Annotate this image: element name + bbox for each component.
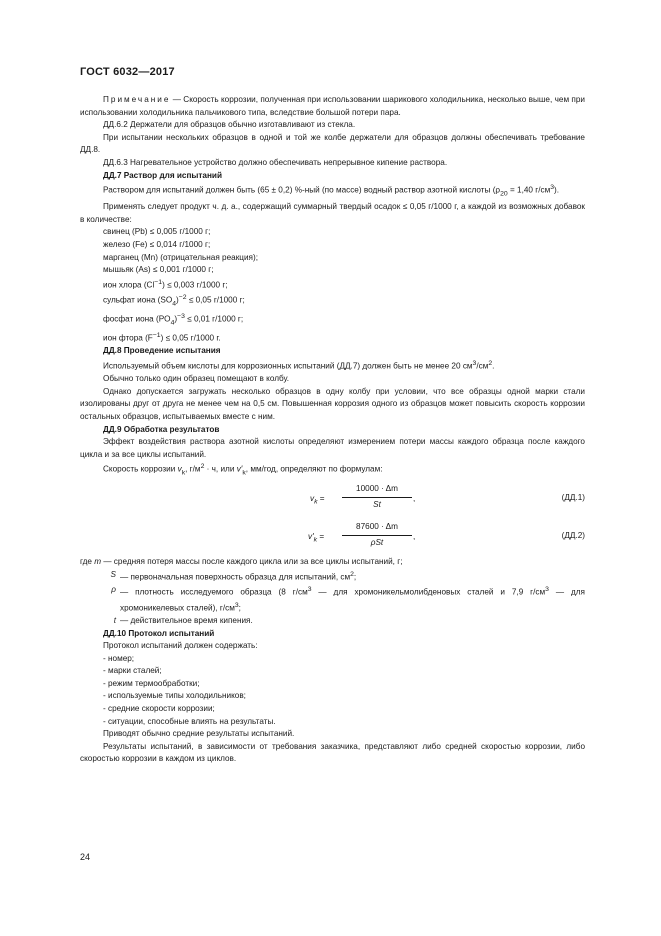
section-heading-dd-7: ДД.7 Раствор для испытаний [103, 170, 222, 180]
definition-rho: ρ — плотность исследуемого образца (8 $г/см^3$ — для хромоникельмолибденовых сталей и 7,9 $г/см^3$ — для хромоникелевых сталей), $г/см^3$; [111, 585, 585, 613]
definition-t: t — действительное время кипения. [113, 615, 253, 625]
paragraph-one-sample: Обычно только один образец помещают в колбу. [103, 374, 290, 384]
formula-number: (ДД.1) [561, 493, 585, 503]
definition-m: где m — средняя потеря массы после каждого цикла или за все циклы испытаний, г; [80, 557, 403, 567]
report-item: - средние скорости коррозии; [103, 704, 215, 714]
report-item: - ситуации, способные влиять на результаты. [103, 716, 276, 726]
paragraph-solution: Раствором для испытаний должен быть (65 ± 0,2) %-ный (по массе) водный раствор азотной кислоты ($\rho_{20} = 1,40$ $г/см^3$). [103, 184, 560, 198]
note-paragraph: Примечание — Скорость коррозии, полученная при использовании шарикового холодильника, несколько выше, чем при использовании холодильника пальчикового типа, вследствие большой потери пара. [80, 95, 585, 117]
formula-numerator: 10000 · Δm [342, 483, 412, 498]
section-heading-dd-8: ДД.8 Проведение испытания [103, 346, 221, 356]
report-item: - номер; [103, 653, 135, 663]
paragraph-report: Протокол испытаний должен содержать: [103, 641, 258, 651]
formula-fraction [342, 483, 412, 511]
document-header: ГОСТ 6032—2017 [80, 66, 175, 78]
paragraph-results: Результаты испытаний, в зависимости от требования заказчика, представляют либо средней скоростью коррозии, либо скоростью коррозии в каждом из циклов. [80, 741, 585, 764]
formula-numerator: 87600 · Δm [342, 521, 412, 536]
paragraph-dd-6-2: ДД.6.2 Держатели для образцов обычно изготавливают из стекла. [103, 120, 356, 130]
impurity-item: ион фтора $(F^{-1}) \le 0,05$ г/1000 г. [103, 331, 221, 343]
document-body [80, 94, 585, 766]
paragraph-volume: Используемый объем кислоты для коррозионных испытаний (ДД.7) должен быть не менее 20 $см^3/см^2$. [103, 359, 495, 371]
paragraph-average: Приводят обычно средние результаты испытаний. [103, 729, 295, 739]
formula-fraction [342, 521, 412, 549]
formula-number: (ДД.2) [561, 531, 585, 541]
impurity-item: сульфат иона $(SO_4)^{-2} \le 0,05$ г/1000 г; [103, 294, 245, 308]
impurity-item: фосфат иона $(PO_4)^{-3} \le 0,01$ г/1000 г; [103, 312, 244, 327]
paragraph-rate: Скорость коррозии $v_k$, $г/м^2 \cdot ч$, или $v'_k$, мм/год, определяют по формулам: [103, 463, 383, 477]
formula-dd-1: $v_k$ = $\frac{10000 \cdot \Delta m}{St}$ , (ДД.1) [80, 480, 585, 518]
section-heading-dd-10: ДД.10 Протокол испытаний [103, 628, 215, 638]
paragraph-multiple-samples: Однако допускается загружать несколько образцов в одну колбу при условии, что все образцы одной марки стали изолированы друг от друга не менее чем на 0,5 см. Повышенная коррозия одного из образцов может повысить скорость коррозии остальных образцов, испытываемых вместе с ним. [80, 386, 585, 421]
impurity-item: железо (Fe) ≤ 0,014 г/1000 г; [103, 239, 211, 249]
impurity-item: свинец (Pb) ≤ 0,005 г/1000 г; [103, 227, 211, 237]
paragraph-effect: Эффект воздействия раствора азотной кислоты определяют измерением потери массы каждого образца после каждого цикла и за все циклы испытаний. [80, 437, 585, 459]
report-item: - марки сталей; [103, 666, 162, 676]
note-label: Примечание [103, 95, 171, 104]
report-item: - используемые типы холодильников; [103, 691, 246, 701]
formula-denominator: St [373, 499, 381, 509]
page-number: 24 [80, 852, 91, 862]
paragraph-holders: При испытании нескольких образцов в одной и той же колбе держатели для образцов должны обеспечивать требование ДД.8. [80, 132, 585, 155]
report-item: - режим термообработки; [103, 678, 200, 688]
formula-lhs: $v_k$ = [310, 494, 325, 506]
formula-lhs: $v'_k$ = [308, 532, 325, 544]
formula-denominator: ρSt [370, 537, 384, 547]
definition-s: S — первоначальная поверхность образца для испытаний, $см^2$; [110, 569, 357, 582]
variable-definitions [80, 556, 585, 627]
impurity-item: марганец (Mn) (отрицательная реакция); [103, 252, 258, 262]
impurity-item: ион хлора $(Cl^{-1}) \le 0,003$ г/1000 г; [103, 278, 228, 290]
paragraph-product: Применять следует продукт ч. д. а., содержащий суммарный твердый осадок ≤ 0,05 г/1000 г, а каждой из возможных добавок в количестве: [80, 202, 585, 224]
impurity-item: мышьяк (As) ≤ 0,001 г/1000 г; [103, 265, 214, 275]
section-heading-dd-9: ДД.9 Обработка результатов [103, 424, 220, 434]
formula-dd-2: $v'_k$ = 87600 · Δm ρSt , (ДД.2) [80, 518, 585, 556]
paragraph-dd-6-3: ДД.6.3 Нагревательное устройство должно обеспечивать непрерывное кипение раствора. [103, 157, 448, 167]
